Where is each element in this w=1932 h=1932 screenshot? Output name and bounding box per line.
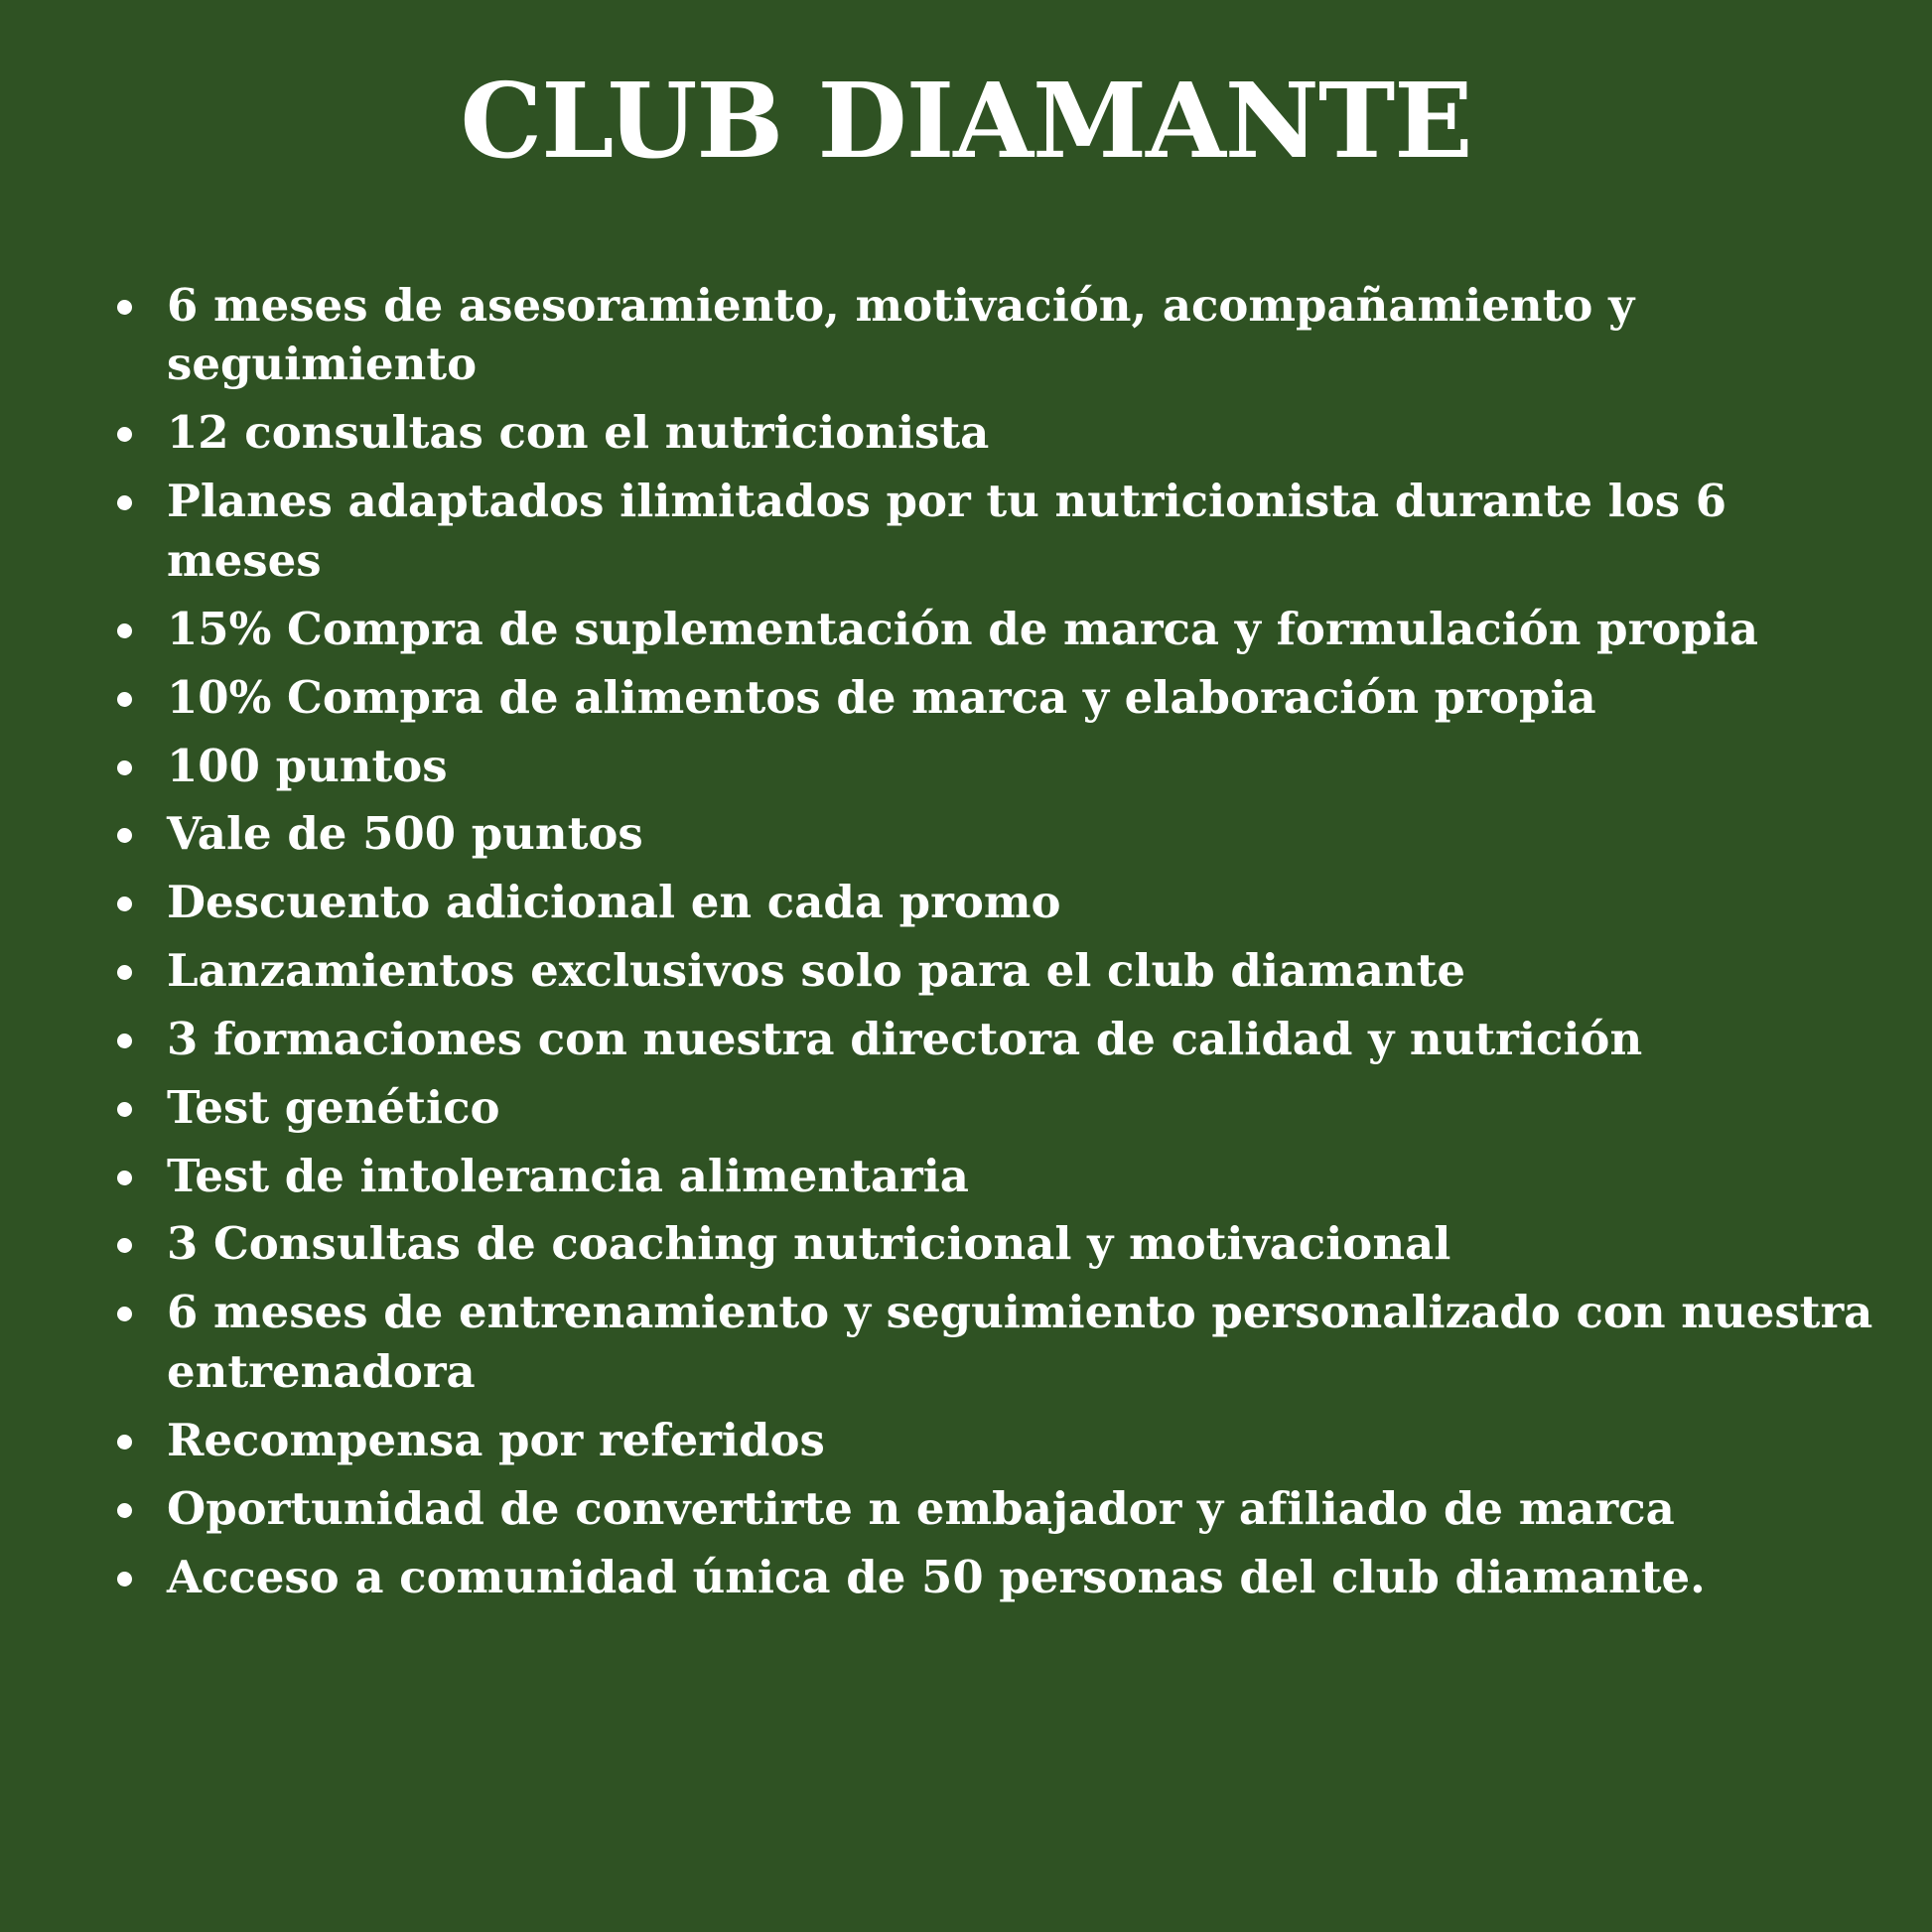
bullet-icon xyxy=(117,1147,139,1206)
list-item-label: Test de intolerancia alimentaria xyxy=(167,1149,969,1202)
list-item-label: 15% Compra de suplementación de marca y formulación propia xyxy=(167,602,1759,655)
list-item xyxy=(103,941,1880,1001)
list-item xyxy=(103,1147,1880,1206)
list-item-label: Lanzamientos exclusivos solo para el club diamante xyxy=(167,944,1465,998)
list-item-label: 3 formaciones con nuestra directora de calidad y nutrición xyxy=(167,1012,1643,1065)
list-item xyxy=(103,873,1880,932)
bullet-icon xyxy=(117,1411,139,1470)
list-item xyxy=(103,1479,1880,1539)
list-item-label: Test genético xyxy=(167,1080,500,1134)
list-item xyxy=(103,600,1880,659)
list-item-label: 6 meses de entrenamiento y seguimiento personalizado con nuestra entrenadora xyxy=(167,1286,1873,1399)
bullet-icon xyxy=(117,1078,139,1138)
list-item-label: 10% Compra de alimentos de marca y elaboración propia xyxy=(167,670,1596,724)
benefits-section xyxy=(0,276,1932,1616)
list-item xyxy=(103,403,1880,463)
benefits-list xyxy=(103,276,1880,1607)
bullet-icon xyxy=(117,737,139,796)
list-item xyxy=(103,1078,1880,1138)
bullet-icon xyxy=(117,873,139,932)
page-title: CLUB DIAMANTE xyxy=(460,60,1472,182)
bullet-icon xyxy=(117,1479,139,1539)
bullet-icon xyxy=(117,804,139,864)
list-item xyxy=(103,1214,1880,1274)
list-item-label: Recompensa por referidos xyxy=(167,1413,825,1466)
bullet-icon xyxy=(117,941,139,1001)
list-item xyxy=(103,1283,1880,1402)
bullet-icon xyxy=(117,472,139,591)
bullet-icon xyxy=(117,668,139,728)
list-item xyxy=(103,1010,1880,1069)
bullet-icon xyxy=(117,1214,139,1274)
list-item-label: Oportunidad de convertirte n embajador y afiliado de marca xyxy=(167,1481,1675,1535)
list-item-label: Planes adaptados ilimitados por tu nutricionista durante los 6 meses xyxy=(167,475,1727,587)
list-item xyxy=(103,1411,1880,1470)
list-item xyxy=(103,1548,1880,1607)
bullet-icon xyxy=(117,1010,139,1069)
list-item-label: 3 Consultas de coaching nutricional y motivacional xyxy=(167,1217,1451,1271)
list-item-label: Acceso a comunidad única de 50 personas del club diamante. xyxy=(167,1550,1706,1603)
list-item xyxy=(103,668,1880,728)
bullet-icon xyxy=(117,1283,139,1402)
bullet-icon xyxy=(117,1548,139,1607)
list-item xyxy=(103,804,1880,864)
list-item-label: Descuento adicional en cada promo xyxy=(167,876,1061,929)
list-item-label: 6 meses de asesoramiento, motivación, acompañamiento y seguimiento xyxy=(167,278,1635,391)
bullet-icon xyxy=(117,403,139,463)
list-item xyxy=(103,276,1880,395)
bullet-icon xyxy=(117,600,139,659)
list-item-label: 100 puntos xyxy=(167,739,448,792)
list-item-label: Vale de 500 puntos xyxy=(167,807,643,861)
list-item-label: 12 consultas con el nutricionista xyxy=(167,406,990,460)
list-item xyxy=(103,472,1880,591)
bullet-icon xyxy=(117,276,139,395)
list-item xyxy=(103,737,1880,796)
